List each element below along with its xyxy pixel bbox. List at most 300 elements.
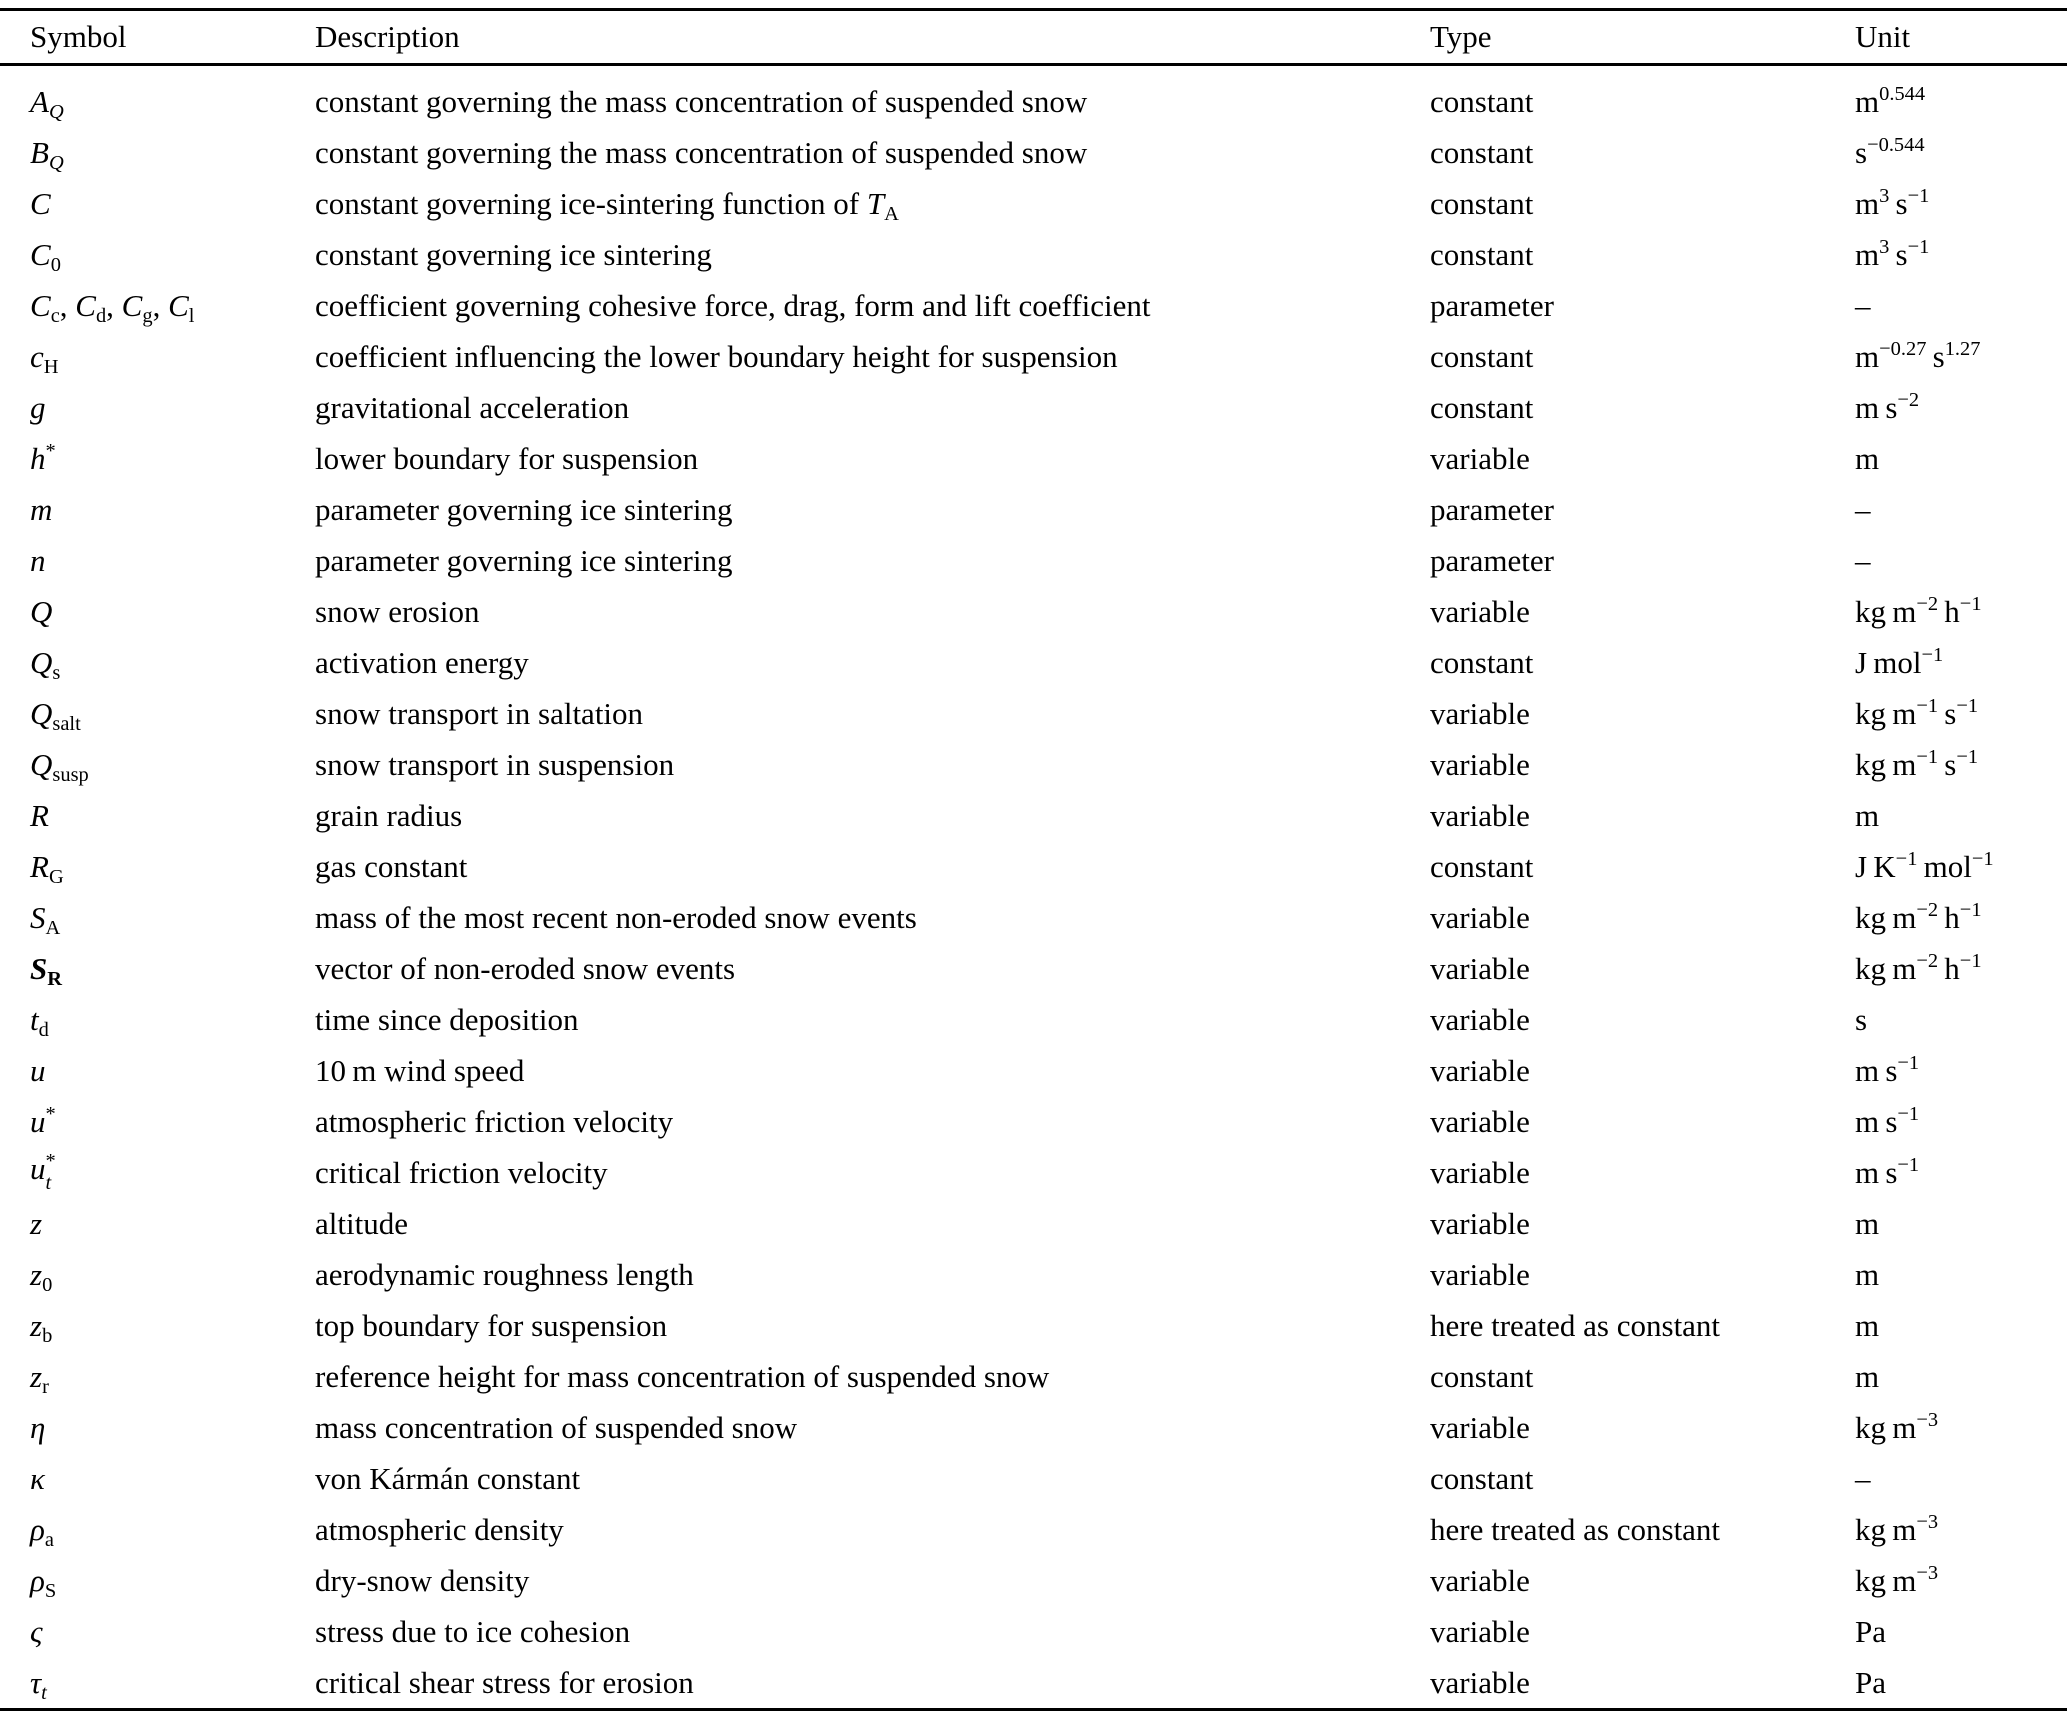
unit-cell: [1855, 1096, 2067, 1147]
math-token: t: [41, 1681, 47, 1704]
table-row: [0, 1300, 2067, 1351]
symbol-cell: [0, 484, 315, 535]
math-token: z: [30, 1307, 43, 1343]
math-token: 0: [42, 1273, 53, 1296]
symbol-cell: [0, 1096, 315, 1147]
type-cell: variable: [1430, 797, 1530, 833]
description-cell: snow transport in saltation: [315, 695, 644, 731]
math-token: d: [95, 304, 107, 327]
symbol-cell: [0, 841, 315, 892]
math-token: Q: [30, 644, 53, 680]
math-token: 1.27: [1944, 338, 1981, 361]
description-cell: activation energy: [315, 644, 529, 680]
math-token: kg m: [1855, 899, 1917, 935]
math-token: −1: [1897, 1103, 1920, 1126]
symbol-cell: [0, 943, 315, 994]
type-cell: constant: [1430, 134, 1534, 170]
math-token: s: [1889, 185, 1908, 221]
description-cell: constant governing the mass concentration of suspended snow: [315, 134, 1088, 170]
type-cell: constant: [1430, 644, 1534, 680]
unit-cell: [1855, 229, 2067, 280]
column-header-unit: Unit: [1855, 10, 2067, 65]
unit-cell: [1855, 1555, 2067, 1606]
table-row: [0, 280, 2067, 331]
symbol-cell: [0, 433, 315, 484]
math-token: η: [30, 1409, 46, 1445]
math-token: ς: [30, 1613, 43, 1649]
math-token: Q: [48, 100, 64, 123]
type-cell: variable: [1430, 1256, 1530, 1292]
table-row: [0, 331, 2067, 382]
math-token: C: [30, 287, 51, 323]
math-token: τ: [30, 1664, 42, 1700]
math-token: m: [1855, 1358, 1880, 1394]
unit-cell: [1855, 994, 2067, 1045]
type-cell: constant: [1430, 338, 1534, 374]
math-token: m s: [1855, 1052, 1898, 1088]
unit-cell: [1855, 535, 2067, 586]
math-token: c: [30, 338, 44, 374]
math-token: u: [30, 1103, 46, 1139]
type-cell: constant: [1430, 848, 1534, 884]
unit-cell: [1855, 1657, 2067, 1710]
math-token: z: [30, 1256, 43, 1292]
math-token: m s: [1855, 1103, 1898, 1139]
description-cell: parameter governing ice sintering: [315, 542, 733, 578]
type-cell: variable: [1430, 1664, 1530, 1700]
symbol-cell: [0, 688, 315, 739]
type-cell: constant: [1430, 236, 1534, 272]
symbol-cell: [0, 382, 315, 433]
symbol-cell: [0, 1351, 315, 1402]
unit-cell: [1855, 382, 2067, 433]
table-row: [0, 1504, 2067, 1555]
unit-cell: [1855, 1045, 2067, 1096]
table-row: [0, 178, 2067, 229]
unit-cell: [1855, 739, 2067, 790]
math-token: kg m: [1855, 1511, 1917, 1547]
math-token: h: [1938, 593, 1960, 629]
math-token: s: [1938, 695, 1957, 731]
math-token: m: [1855, 338, 1880, 374]
table-row: [0, 688, 2067, 739]
math-token: kg m: [1855, 593, 1917, 629]
math-token: s: [1889, 236, 1908, 272]
math-token: 3: [1879, 236, 1890, 259]
math-token: A: [45, 916, 61, 939]
type-cell: variable: [1430, 1409, 1530, 1445]
math-token: −1: [1916, 695, 1939, 718]
math-token: C: [30, 185, 51, 221]
description-cell: vector of non-eroded snow events: [315, 950, 736, 986]
math-token: R: [30, 797, 49, 833]
table-row: [0, 65, 2067, 128]
type-cell: parameter: [1430, 287, 1554, 323]
math-token: Q: [30, 746, 53, 782]
math-token: b: [42, 1324, 53, 1347]
math-token: −1: [1971, 848, 1994, 871]
math-token: A: [884, 202, 899, 225]
unit-cell: [1855, 688, 2067, 739]
unit-cell: [1855, 1147, 2067, 1198]
table-row: [0, 994, 2067, 1045]
math-token: t: [30, 1001, 39, 1037]
math-token: h: [1938, 899, 1960, 935]
symbol-cell: [0, 1453, 315, 1504]
symbol-cell: [0, 178, 315, 229]
math-token: z: [30, 1205, 43, 1241]
math-token: –: [1855, 287, 1871, 323]
unit-cell: [1855, 790, 2067, 841]
description-cell: von Kármán constant: [315, 1460, 581, 1496]
math-token: −1: [1959, 950, 1982, 973]
math-token: −1: [1959, 899, 1982, 922]
table-row: [0, 841, 2067, 892]
math-token: m: [1855, 440, 1880, 476]
unit-cell: [1855, 943, 2067, 994]
unit-cell: [1855, 586, 2067, 637]
math-token: m: [30, 491, 53, 527]
unit-cell: [1855, 841, 2067, 892]
math-token: constant governing ice-sintering function of: [315, 185, 867, 221]
math-token: salt: [52, 712, 81, 735]
type-cell: variable: [1430, 1001, 1530, 1037]
math-token: −1: [1907, 185, 1930, 208]
symbol-cell: [0, 790, 315, 841]
description-cell: time since deposition: [315, 1001, 579, 1037]
math-token: −1: [1895, 848, 1918, 871]
table-row: [0, 229, 2067, 280]
math-token: m s: [1855, 1154, 1898, 1190]
math-token: *: [45, 1103, 56, 1126]
math-token: S: [44, 1579, 57, 1602]
math-token: c: [50, 304, 60, 327]
type-cell: variable: [1430, 746, 1530, 782]
math-token: κ: [30, 1460, 45, 1496]
description-cell: critical friction velocity: [315, 1154, 608, 1190]
math-supsub: * t: [45, 1150, 56, 1194]
table-row: [0, 1198, 2067, 1249]
symbol-cell: [0, 65, 315, 128]
symbol-cell: [0, 1300, 315, 1351]
description-cell: snow transport in suspension: [315, 746, 675, 782]
column-header-description: Description: [315, 10, 1430, 65]
math-token: kg m: [1855, 1562, 1917, 1598]
math-token: –: [1855, 491, 1871, 527]
unit-cell: [1855, 65, 2067, 128]
description-cell: constant governing the mass concentration of suspended snow: [315, 83, 1088, 119]
math-token: kg m: [1855, 1409, 1917, 1445]
unit-cell: [1855, 331, 2067, 382]
math-token: Pa: [1855, 1664, 1886, 1700]
symbol-cell: [0, 586, 315, 637]
symbol-cell: [0, 127, 315, 178]
symbol-cell: [0, 739, 315, 790]
type-cell: variable: [1430, 1562, 1530, 1598]
table-body: [0, 65, 2067, 1710]
math-token: C: [121, 287, 143, 323]
math-token: −1: [1956, 746, 1979, 769]
math-token: R: [30, 848, 49, 884]
description-cell: 10 m wind speed: [315, 1052, 525, 1088]
math-token: Q: [30, 593, 53, 629]
math-token: S: [30, 950, 48, 986]
math-token: A: [30, 83, 49, 119]
math-token: −1: [1897, 1052, 1920, 1075]
math-token: C: [168, 287, 189, 323]
table-row: [0, 892, 2067, 943]
symbol-cell: [0, 1555, 315, 1606]
math-token: m: [1855, 185, 1880, 221]
unit-cell: [1855, 1606, 2067, 1657]
math-token: ρ: [30, 1511, 45, 1547]
type-cell: parameter: [1430, 542, 1554, 578]
description-cell: atmospheric friction velocity: [315, 1103, 674, 1139]
type-cell: parameter: [1430, 491, 1554, 527]
math-token: −1: [1959, 593, 1982, 616]
table-row: [0, 790, 2067, 841]
type-cell: variable: [1430, 440, 1530, 476]
math-token: h: [1938, 950, 1960, 986]
description-cell: parameter governing ice sintering: [315, 491, 733, 527]
type-cell: variable: [1430, 950, 1530, 986]
description-cell: lower boundary for suspension: [315, 440, 699, 476]
description-cell: grain radius: [315, 797, 463, 833]
table-header-row: [0, 10, 2067, 65]
type-cell: variable: [1430, 695, 1530, 731]
math-token: Q: [48, 151, 64, 174]
math-token: −0.27: [1879, 338, 1927, 361]
math-token: kg m: [1855, 746, 1917, 782]
math-token: −1: [1897, 1154, 1920, 1177]
math-token: J mol: [1855, 644, 1922, 680]
symbol-cell: [0, 1147, 315, 1198]
math-token: z: [30, 1358, 43, 1394]
table-row: [0, 943, 2067, 994]
math-token: kg m: [1855, 695, 1917, 731]
math-token: d: [38, 1018, 49, 1041]
math-token: u: [30, 1150, 46, 1186]
math-token: m: [1855, 1205, 1880, 1241]
description-cell: mass concentration of suspended snow: [315, 1409, 798, 1445]
description-cell: mass of the most recent non-eroded snow events: [315, 899, 917, 935]
math-token: −1: [1956, 695, 1979, 718]
math-token: J K: [1855, 848, 1896, 884]
unit-cell: [1855, 1300, 2067, 1351]
table-row: [0, 1402, 2067, 1453]
description-cell: stress due to ice cohesion: [315, 1613, 631, 1649]
math-token: a: [44, 1528, 54, 1551]
type-cell: variable: [1430, 1052, 1530, 1088]
table-row: [0, 127, 2067, 178]
math-token: u: [30, 1052, 46, 1088]
symbol-cell: [0, 1249, 315, 1300]
math-token: −2: [1916, 899, 1939, 922]
math-token: g: [142, 304, 153, 327]
symbol-cell: [0, 280, 315, 331]
table-row: [0, 586, 2067, 637]
symbol-cell: [0, 1198, 315, 1249]
math-token: 0: [50, 253, 61, 276]
math-token: 0.544: [1879, 83, 1926, 106]
math-token: s: [1926, 338, 1945, 374]
description-cell: coefficient influencing the lower boundary height for suspension: [315, 338, 1118, 374]
math-token: ,: [152, 287, 169, 323]
type-cell: constant: [1430, 1358, 1534, 1394]
description-cell: dry-snow density: [315, 1562, 530, 1598]
type-cell: constant: [1430, 185, 1534, 221]
symbol-cell: [0, 637, 315, 688]
description-cell: critical shear stress for erosion: [315, 1664, 694, 1700]
symbol-table: [0, 8, 2067, 1711]
math-token: –: [1855, 542, 1871, 578]
math-token: *: [45, 440, 56, 463]
description-cell: coefficient governing cohesive force, drag, form and lift coefficient: [315, 287, 1151, 323]
math-token: susp: [52, 763, 89, 786]
math-token: –: [1855, 1460, 1871, 1496]
math-token: Q: [30, 695, 53, 731]
math-token: −2: [1897, 389, 1920, 412]
type-cell: here treated as constant: [1430, 1511, 1721, 1547]
math-token: m: [1855, 797, 1880, 833]
unit-cell: [1855, 484, 2067, 535]
math-token: m: [1855, 1307, 1880, 1343]
math-token: −3: [1916, 1562, 1939, 1585]
unit-cell: [1855, 127, 2067, 178]
math-token: −1: [1921, 644, 1944, 667]
unit-cell: [1855, 1198, 2067, 1249]
unit-cell: [1855, 178, 2067, 229]
math-token: B: [30, 134, 49, 170]
math-token: −2: [1916, 950, 1939, 973]
type-cell: variable: [1430, 593, 1530, 629]
table-row: [0, 1606, 2067, 1657]
symbol-cell: [0, 994, 315, 1045]
table-row: [0, 1249, 2067, 1300]
description-cell: constant governing ice sintering: [315, 236, 712, 272]
description-cell: altitude: [315, 1205, 408, 1241]
math-token: h: [30, 440, 46, 476]
type-cell: variable: [1430, 1613, 1530, 1649]
math-token: −1: [1907, 236, 1930, 259]
symbol-cell: [0, 1045, 315, 1096]
unit-cell: [1855, 1351, 2067, 1402]
math-token: m: [1855, 1256, 1880, 1292]
description-cell: snow erosion: [315, 593, 480, 629]
unit-cell: [1855, 1453, 2067, 1504]
math-token: s: [52, 661, 61, 684]
math-token: n: [30, 542, 46, 578]
type-cell: constant: [1430, 1460, 1534, 1496]
math-token: −0.544: [1867, 134, 1925, 157]
type-cell: variable: [1430, 1154, 1530, 1190]
type-cell: variable: [1430, 899, 1530, 935]
table-row: [0, 535, 2067, 586]
table-row: [0, 1657, 2067, 1710]
math-token: −2: [1916, 593, 1939, 616]
math-token: kg m: [1855, 950, 1917, 986]
table-row: [0, 1147, 2067, 1198]
description-cell: [315, 178, 1430, 229]
math-token: 3: [1879, 185, 1890, 208]
math-token: G: [48, 865, 64, 888]
unit-cell: [1855, 280, 2067, 331]
symbol-cell: [0, 229, 315, 280]
math-token: r: [42, 1375, 49, 1398]
math-token: ,: [59, 287, 76, 323]
symbol-cell: [0, 1606, 315, 1657]
table-row: [0, 484, 2067, 535]
math-token: S: [30, 899, 46, 935]
column-header-symbol: Symbol: [0, 10, 315, 65]
table-row: [0, 1045, 2067, 1096]
math-token: −3: [1916, 1409, 1939, 1432]
math-token: m s: [1855, 389, 1898, 425]
description-cell: reference height for mass concentration of suspended snow: [315, 1358, 1050, 1394]
table-row: [0, 637, 2067, 688]
unit-cell: [1855, 1504, 2067, 1555]
math-token: −3: [1916, 1511, 1939, 1534]
table-row: [0, 1555, 2067, 1606]
math-token: m: [1855, 236, 1880, 272]
column-header-type: Type: [1430, 10, 1855, 65]
math-token: ,: [106, 287, 122, 323]
unit-cell: [1855, 1249, 2067, 1300]
math-token: g: [30, 389, 46, 425]
table-row: [0, 1453, 2067, 1504]
table-row: [0, 433, 2067, 484]
type-cell: constant: [1430, 83, 1534, 119]
type-cell: variable: [1430, 1205, 1530, 1241]
math-token: l: [188, 304, 195, 327]
type-cell: here treated as constant: [1430, 1307, 1721, 1343]
math-token: ρ: [30, 1562, 45, 1598]
description-cell: atmospheric density: [315, 1511, 564, 1547]
type-cell: variable: [1430, 1103, 1530, 1139]
math-token: T: [866, 185, 885, 221]
table-row: [0, 739, 2067, 790]
math-token: Pa: [1855, 1613, 1886, 1649]
symbol-cell: [0, 892, 315, 943]
type-cell: constant: [1430, 389, 1534, 425]
math-token: C: [30, 236, 51, 272]
description-cell: top boundary for suspension: [315, 1307, 668, 1343]
math-token: mol: [1917, 848, 1972, 884]
math-token: s: [1855, 1001, 1868, 1037]
symbol-cell: [0, 535, 315, 586]
math-token: m: [1855, 83, 1880, 119]
math-token: s: [1855, 134, 1868, 170]
symbol-cell: [0, 1504, 315, 1555]
math-token: C: [75, 287, 96, 323]
description-cell: aerodynamic roughness length: [315, 1256, 694, 1292]
symbol-cell: [0, 1402, 315, 1453]
description-cell: gravitational acceleration: [315, 389, 630, 425]
unit-cell: [1855, 1402, 2067, 1453]
math-token: H: [43, 355, 59, 378]
math-token: s: [1938, 746, 1957, 782]
math-token: −1: [1916, 746, 1939, 769]
symbol-cell: [0, 331, 315, 382]
symbol-cell: [0, 1657, 315, 1710]
unit-cell: [1855, 637, 2067, 688]
description-cell: gas constant: [315, 848, 468, 884]
table-row: [0, 1096, 2067, 1147]
math-token: R: [47, 967, 63, 990]
table-row: [0, 1351, 2067, 1402]
table-row: [0, 382, 2067, 433]
unit-cell: [1855, 892, 2067, 943]
